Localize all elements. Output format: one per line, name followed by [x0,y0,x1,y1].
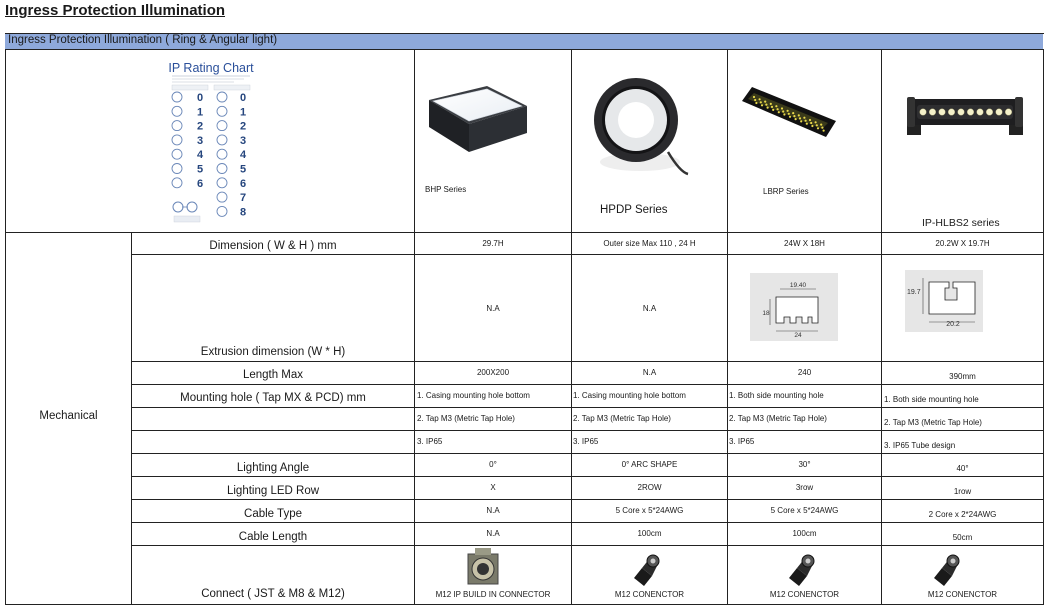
ip-liquid-symbol-icon [217,106,227,116]
ip-solid-symbol-icon [172,92,182,102]
ip-solid-symbol-icon [172,149,182,159]
m12-connector-image [630,552,662,586]
cell-cable-type: 5 Core x 5*24AWG [770,506,839,515]
cell-mounting-line: 3. IP65 [417,437,443,446]
ip-liquid-digit: 8 [240,206,247,219]
page-title: Ingress Protection Illumination [5,2,226,19]
ip-liquid-symbol-icon [217,121,227,131]
svg-text:24: 24 [794,332,802,339]
cell-dimension: 24W X 18H [784,239,825,248]
cell-mounting-line: 3. IP65 [573,437,599,446]
ip-liquid-digit: 6 [240,177,247,190]
m12-build-in-connector-image [465,548,503,586]
cell-mounting-line: 2. Tap M3 (Metric Tap Hole) [417,414,515,423]
ip-liquid-symbol-icon [217,164,227,174]
ip-liquid-symbol-icon [217,92,227,102]
product-series-label: BHP Series [425,185,467,194]
cell-extrusion: N.A [642,304,657,313]
product-series-label: IP-HLBS2 series [922,217,1000,229]
cell-length-max: 200X200 [476,368,510,377]
ip-liquid-symbol-icon [217,135,227,145]
cell-cable-length: 50cm [952,533,973,542]
ip-solid-digit: 0 [197,92,204,104]
svg-text:18: 18 [762,310,770,317]
cell-lighting-angle: 40° [956,464,969,473]
row-label-extrusion: Extrusion dimension (W * H) [200,346,346,358]
hpdp-series-image [590,74,690,184]
cell-mounting-line: 3. IP65 Tube design [884,441,956,450]
ip-liquid-digit: 1 [240,106,247,119]
cell-lighting-angle: 0° ARC SHAPE [621,460,678,469]
ip-solid-symbol-icon [172,164,182,174]
ip-liquid-digit: 3 [240,134,247,147]
m12-connector-image [930,552,962,586]
cell-cable-type: N.A [486,506,500,515]
row-label-connect: Connect ( JST & M8 & M12) [201,588,345,600]
section-label-mechanical: Mechanical [39,410,98,422]
cell-connector: M12 CONENCTOR [769,590,840,599]
cell-mounting-line: 1. Casing mounting hole bottom [573,391,686,400]
ip-solid-digit: 6 [197,177,204,190]
ip-liquid-digit: 7 [240,192,247,205]
cell-length-max: N.A [642,368,657,377]
cell-lighting-angle: 0° [489,460,497,469]
ip-solid-digit: 1 [197,106,204,119]
ip-chart-title: IP Rating Chart [168,61,254,75]
table-caption-band [5,33,1043,49]
row-label-led-row: Lighting LED Row [226,485,320,497]
ip-solid-digit: 3 [197,134,204,147]
ip-solid-digit: 2 [197,120,204,133]
cell-lighting-angle: 30° [798,460,811,469]
cell-mounting-line: 2. Tap M3 (Metric Tap Hole) [573,414,671,423]
cell-led-row: X [490,483,496,492]
ip-solid-digit: 5 [197,163,204,176]
ip-liquid-digit: 5 [240,163,247,176]
ip-liquid-symbol-icon [217,206,227,216]
lbrp-extrusion-drawing [750,273,838,341]
row-label-mounting: Mounting hole ( Tap MX & PCD) mm [180,392,366,404]
cell-cable-type: 5 Core x 5*24AWG [615,506,684,515]
cell-mounting-line: 3. IP65 [729,437,755,446]
ip-liquid-symbol-icon [217,178,227,188]
svg-text:20.2: 20.2 [946,321,960,328]
ip-liquid-symbol-icon [217,149,227,159]
cell-cable-length: N.A [486,529,500,538]
cell-connector: M12 IP BUILD IN CONNECTOR [435,590,551,599]
row-label-angle: Lighting Angle [236,462,310,474]
ip-liquid-symbol-icon [217,192,227,202]
cell-mounting-line: 1. Both side mounting hole [884,395,979,404]
m12-connector-image [785,552,817,586]
product-series-label: LBRP Series [763,187,809,196]
cell-dimension: 20.2W X 19.7H [935,239,990,248]
row-label-cable-type: Cable Type [244,508,302,520]
ip-solid-symbol-icon [172,121,182,131]
cell-led-row: 3row [795,483,814,492]
cell-dimension: 29.7H [482,239,504,248]
row-label-dimension: Dimension ( W & H ) mm [209,240,337,252]
ip-rating-chart [168,59,254,225]
cell-connector: M12 CONENCTOR [927,590,998,599]
ip-hlbs2-extrusion-drawing [905,270,983,332]
bhp-series-image [425,80,530,165]
cell-led-row: 1row [953,487,972,496]
cell-dimension: Outer size Max 110 , 24 H [603,239,696,248]
table-caption: Ingress Protection Illumination ( Ring & Angular light) [8,34,278,46]
cell-mounting-line: 1. Casing mounting hole bottom [417,391,530,400]
ip-liquid-digit: 2 [240,120,247,133]
cell-led-row: 2ROW [637,483,662,492]
cell-cable-length: 100cm [637,529,662,538]
row-label-cable-length: Cable Length [238,531,308,543]
cell-mounting-line: 1. Both side mounting hole [729,391,824,400]
cell-cable-length: 100cm [792,529,817,538]
cell-length-max: 390mm [949,372,976,381]
cell-length-max: 240 [797,368,812,377]
svg-text:19.40: 19.40 [789,282,807,289]
lbrp-series-image [738,81,838,143]
ip-liquid-digit: 4 [240,149,247,162]
svg-text:19.7: 19.7 [907,289,921,296]
cell-mounting-line: 2. Tap M3 (Metric Tap Hole) [884,418,982,427]
cell-mounting-line: 2. Tap M3 (Metric Tap Hole) [729,414,827,423]
cell-extrusion: N.A [486,304,500,313]
product-series-label: HPDP Series [600,204,668,216]
row-label-length: Length Max [242,369,304,381]
ip-hlbs2-series-image [905,91,1025,141]
ip-solid-symbol-icon [172,106,182,116]
spec-table [5,33,1044,606]
ip-solid-symbol-icon [172,135,182,145]
ip-solid-digit: 4 [197,149,204,162]
cell-connector: M12 CONENCTOR [614,590,685,599]
cell-cable-type: 2 Core x 2*24AWG [928,510,997,519]
ip-solid-symbol-icon [172,178,182,188]
ip-liquid-digit: 0 [240,92,247,104]
